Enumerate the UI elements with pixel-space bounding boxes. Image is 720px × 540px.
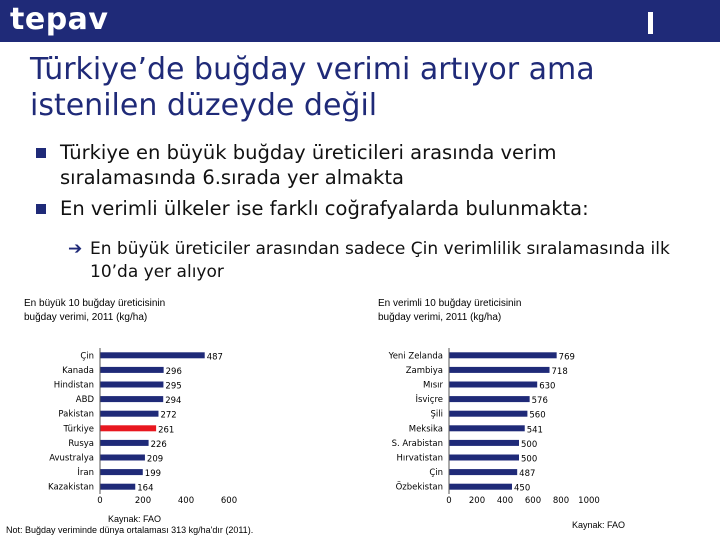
- value-label: 500: [521, 454, 538, 465]
- header-bar: [0, 0, 720, 42]
- bar: [100, 484, 135, 490]
- chart-2-title: [378, 297, 521, 325]
- sub-bullet: [68, 238, 708, 284]
- slide-title-line: Türkiye’de buğday verimi artıyor ama: [30, 52, 595, 87]
- bar: [100, 396, 163, 402]
- bar: [449, 440, 519, 446]
- value-label: 500: [521, 439, 538, 450]
- value-label: 560: [529, 410, 546, 421]
- value-label: 261: [158, 425, 175, 436]
- x-tick-label: 200: [134, 496, 152, 506]
- bar: [100, 382, 163, 388]
- chart-title-line: En verimli 10 buğday üreticisinin: [378, 298, 522, 309]
- bar: [100, 367, 164, 373]
- value-label: 487: [519, 469, 536, 480]
- bullet-text-line: En verimli ülkeler ise farklı coğrafyalarda bulunmakta:: [60, 197, 589, 220]
- bar: [100, 411, 158, 417]
- chart-title-line: buğday verimi, 2011 (kg/ha): [378, 312, 502, 323]
- category-label: Kazakistan: [48, 482, 94, 493]
- bullet-list: [36, 140, 706, 227]
- chart-2-source: Kaynak: FAO: [572, 520, 626, 530]
- category-label: Avustralya: [49, 453, 94, 464]
- bar: [449, 469, 517, 475]
- category-label: Yeni Zelanda: [388, 351, 443, 362]
- bar: [100, 469, 143, 475]
- chart-top-yield: [360, 338, 720, 510]
- value-label: 164: [137, 483, 154, 494]
- category-label: İran: [77, 468, 94, 479]
- x-tick-label: 600: [220, 496, 238, 506]
- category-label: İsviçre: [415, 395, 443, 406]
- header-mark: [648, 12, 653, 34]
- category-label: Hindistan: [53, 380, 94, 391]
- bar: [100, 352, 205, 358]
- bullet-square-icon: [36, 204, 46, 214]
- value-label: 718: [551, 366, 568, 377]
- chart-title-line: buğday verimi, 2011 (kg/ha): [24, 312, 148, 323]
- value-label: 199: [144, 469, 162, 480]
- x-tick-label: 1000: [578, 496, 600, 506]
- value-label: 541: [526, 425, 543, 436]
- arrow-right-icon: ➔: [68, 239, 83, 259]
- category-label: Çin: [429, 468, 443, 479]
- x-tick-label: 600: [524, 496, 542, 506]
- x-tick-label: 0: [97, 496, 103, 506]
- bar: [449, 425, 525, 431]
- chart-1-title: [24, 297, 165, 325]
- sub-bullet-text: En büyük üreticiler arasından sadece Çin verimlilik sıralamasında ilk 10’da yer alıyor: [90, 239, 670, 282]
- value-label: 209: [146, 454, 164, 465]
- value-label: 295: [165, 381, 182, 392]
- bar: [100, 455, 145, 461]
- x-tick-label: 200: [468, 496, 486, 506]
- bullet-square-icon: [36, 148, 46, 158]
- value-label: 576: [531, 396, 548, 407]
- value-label: 296: [165, 366, 182, 377]
- chart-producers-yield: [0, 338, 360, 510]
- x-tick-label: 400: [177, 496, 195, 506]
- category-label: Hırvatistan: [396, 453, 443, 464]
- bullet-text-line: Türkiye en büyük buğday üreticileri arasında verim: [60, 141, 557, 164]
- category-label: Türkiye: [63, 424, 94, 435]
- category-label: S. Arabistan: [391, 438, 443, 449]
- value-label: 272: [160, 410, 177, 421]
- bullet-item: [36, 196, 706, 221]
- category-label: Meksika: [408, 424, 443, 435]
- x-tick-label: 400: [496, 496, 514, 506]
- category-label: Mısır: [423, 380, 443, 391]
- slide-title-line: istenilen düzeyde değil: [30, 88, 378, 123]
- bar: [449, 352, 557, 358]
- category-label: Pakistan: [58, 409, 94, 420]
- value-label: 450: [514, 483, 531, 494]
- bar: [449, 396, 530, 402]
- bar: [449, 367, 550, 373]
- chart-1-footnote: Not: Buğday veriminde dünya ortalaması 313 kg/ha'dır (2011).: [6, 525, 254, 535]
- value-label: 487: [206, 352, 223, 363]
- bullet-text-line: sıralamasında 6.sırada yer almakta: [60, 166, 404, 189]
- category-label: Rusya: [68, 438, 94, 449]
- bullet-item: [36, 140, 706, 190]
- bar: [449, 382, 537, 388]
- value-label: 226: [150, 439, 167, 450]
- value-label: 294: [165, 396, 182, 407]
- bar: [449, 484, 512, 490]
- category-label: Kanada: [62, 365, 94, 376]
- x-tick-label: 0: [446, 496, 452, 506]
- category-label: Çin: [80, 351, 94, 362]
- category-label: ABD: [75, 395, 94, 406]
- category-label: Özbekistan: [395, 482, 443, 493]
- category-label: Şili: [430, 409, 443, 420]
- value-label: 769: [558, 352, 575, 363]
- tepav-logo: tepav: [10, 2, 109, 37]
- bar: [100, 440, 149, 446]
- chart-1-source: Kaynak: FAO: [108, 514, 162, 524]
- value-label: 630: [539, 381, 556, 392]
- bar: [449, 411, 527, 417]
- x-tick-label: 800: [552, 496, 570, 506]
- slide-title: [30, 52, 690, 124]
- category-label: Zambiya: [405, 365, 443, 376]
- chart-title-line: En büyük 10 buğday üreticisinin: [24, 298, 166, 309]
- bar: [449, 455, 519, 461]
- bar: [100, 425, 156, 431]
